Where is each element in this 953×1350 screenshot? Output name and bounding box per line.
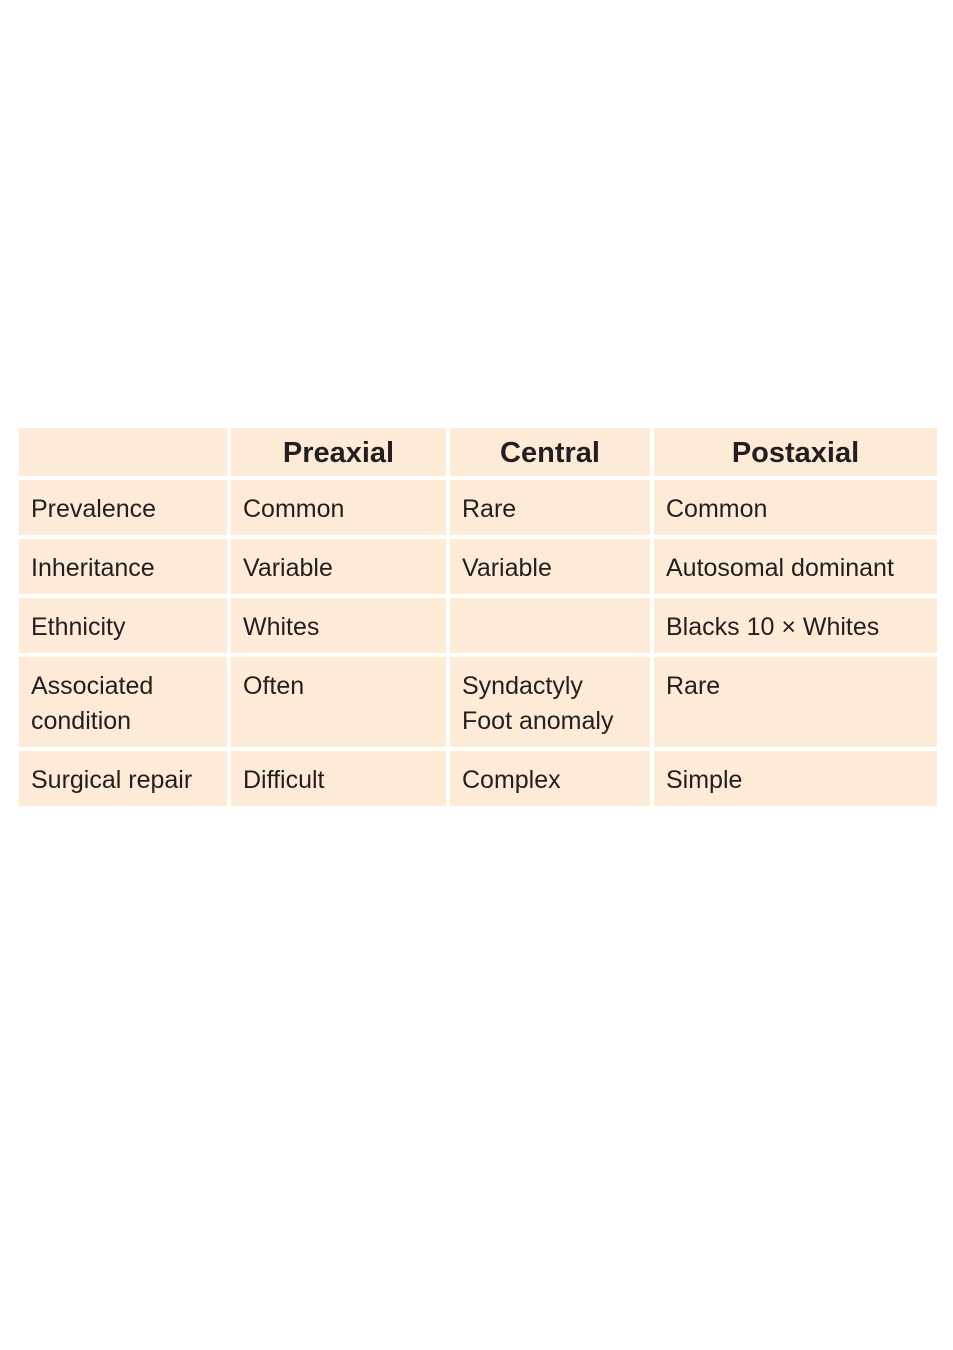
- table-cell: Whites: [231, 598, 446, 653]
- table-cell: Common: [654, 480, 937, 535]
- row-label: Ethnicity: [19, 598, 227, 653]
- table-cell: Rare: [450, 480, 650, 535]
- table-cell: [450, 598, 650, 653]
- table-cell: Rare: [654, 657, 937, 747]
- table-row-prevalence: [19, 480, 937, 535]
- table-cell: Simple: [654, 751, 937, 806]
- table-cell: Difficult: [231, 751, 446, 806]
- row-label: Associated condition: [19, 657, 227, 747]
- table-cell: Autosomal dominant: [654, 539, 937, 594]
- table-cell: Blacks 10 × Whites: [654, 598, 937, 653]
- table-cell: Variable: [450, 539, 650, 594]
- row-label: Surgical repair: [19, 751, 227, 806]
- table-row-inheritance: [19, 539, 937, 594]
- header-cell-empty: [19, 428, 227, 476]
- table-row-surgical-repair: [19, 751, 937, 806]
- table-row-ethnicity: [19, 598, 937, 653]
- header-cell-preaxial: Preaxial: [231, 428, 446, 476]
- comparison-table-container: [19, 428, 937, 806]
- table-cell: Syndactyly Foot anomaly: [450, 657, 650, 747]
- table-row-associated-condition: [19, 657, 937, 747]
- table-cell: Variable: [231, 539, 446, 594]
- table-cell: Often: [231, 657, 446, 747]
- table-header-row: [19, 428, 937, 476]
- header-cell-postaxial: Postaxial: [654, 428, 937, 476]
- row-label: Inheritance: [19, 539, 227, 594]
- header-cell-central: Central: [450, 428, 650, 476]
- comparison-table: [15, 424, 941, 810]
- table-cell: Complex: [450, 751, 650, 806]
- row-label: Prevalence: [19, 480, 227, 535]
- table-cell: Common: [231, 480, 446, 535]
